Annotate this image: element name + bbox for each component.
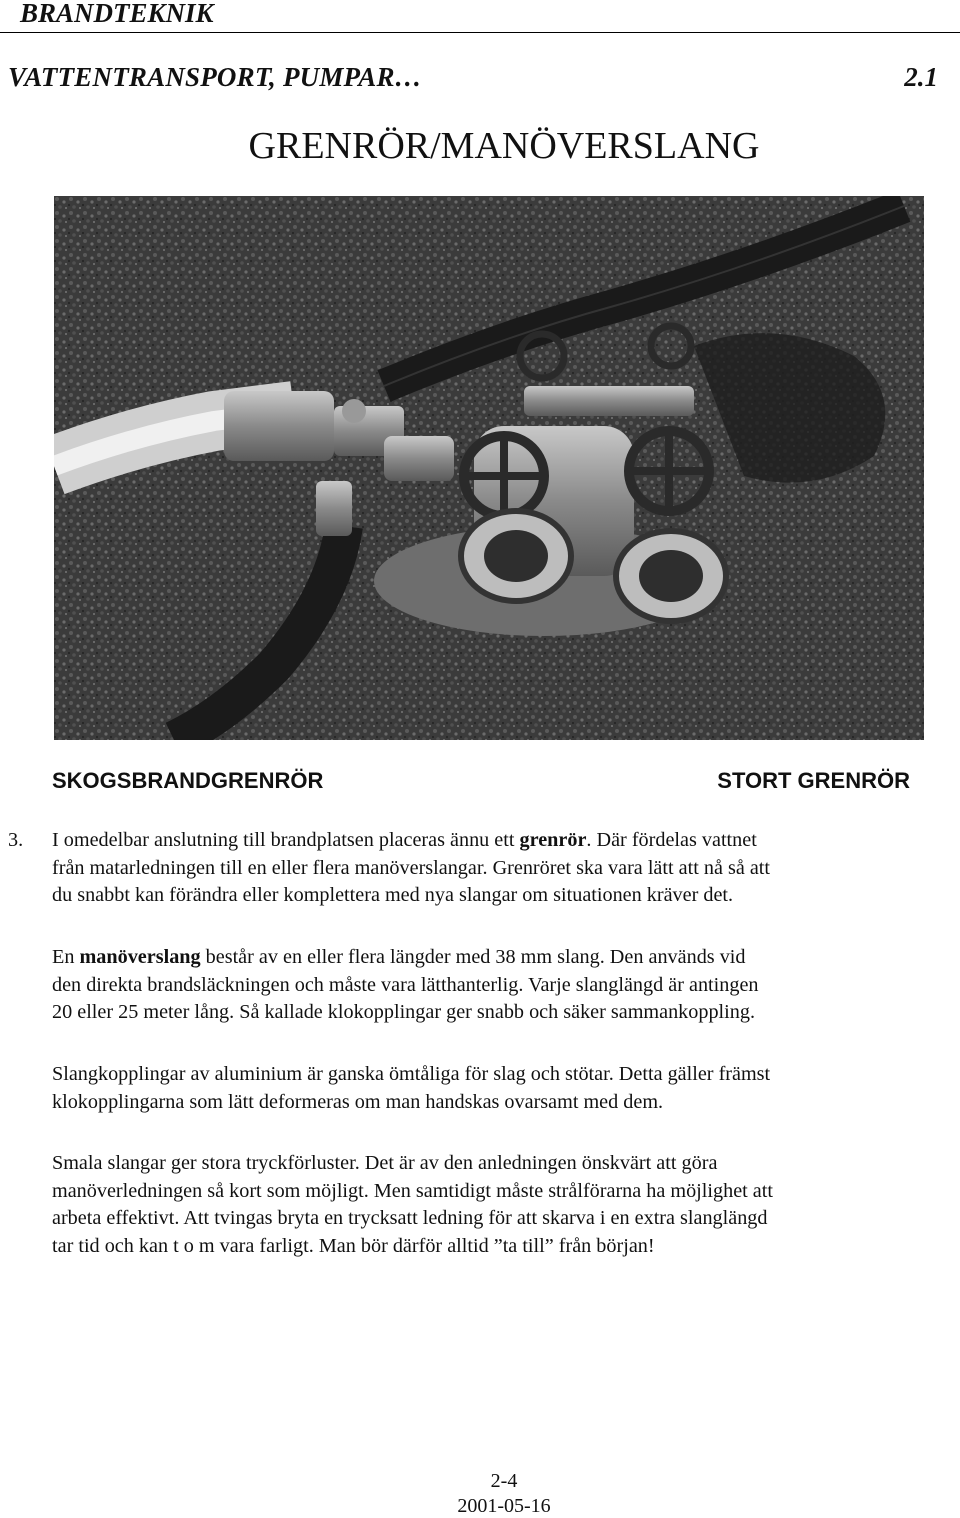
section-number: 2.1 xyxy=(904,62,938,92)
text-line: manöverledningen så kort som möjligt. Men samtidigt måste strålförarna ha möjlighet att xyxy=(52,1179,773,1202)
item-number: 3. xyxy=(8,829,24,851)
text-line xyxy=(52,944,957,972)
header-divider xyxy=(0,32,960,33)
paragraph-manoverslang xyxy=(52,944,957,1027)
text-span: . Där fördelas vattnet xyxy=(586,829,757,851)
text-line: 20 eller 25 meter lång. Så kallade klokopplingar ger snabb och säker sammankoppling. xyxy=(52,1001,756,1024)
text-line: du snabbt kan förändra eller komplettera med nya slangar om situationen kräver det. xyxy=(52,884,734,907)
paragraph-smala-slangar xyxy=(52,1150,957,1260)
text-span: I omedelbar anslutning till brandplatsen placeras ännu ett xyxy=(52,829,520,851)
text-line: Slangkopplingar av aluminium är ganska ömtåliga för slag och stötar. Detta gäller främst xyxy=(52,1063,771,1085)
section-title: VATTENTRANSPORT, PUMPAR… xyxy=(8,62,422,92)
text-line: den direkta brandsläckningen och måste vara lätthanterlig. Varje slanglängd är antingen xyxy=(52,973,759,996)
caption-stort-grenror: STORT GRENRÖR xyxy=(717,768,910,793)
text-line: tar tid och kan t o m vara farligt. Man bör därför alltid ”ta till” från början! xyxy=(52,1234,655,1257)
text-line: klokopplingarna som lätt deformeras om man handskas ovarsamt med dem. xyxy=(52,1090,664,1113)
page-number: 2-4 xyxy=(490,1470,518,1492)
text-line xyxy=(52,827,957,855)
caption-skogsbrandgrenror: SKOGSBRANDGRENRÖR xyxy=(52,768,324,793)
page-title: GRENRÖR/MANÖVERSLANG xyxy=(248,125,760,167)
photo-of-hose-and-manifold-image xyxy=(54,196,924,740)
bold-term: manöverslang xyxy=(79,946,201,968)
bold-term: grenrör xyxy=(519,829,587,851)
text-span: En xyxy=(52,946,80,968)
text-span: består av en eller flera längder med 38 mm slang. Den används vid xyxy=(200,946,746,968)
page-date: 2001-05-16 xyxy=(457,1495,551,1517)
text-line: från matarledningen till en eller flera manöverslangar. Grenröret ska vara lätt att nå så att xyxy=(52,856,771,879)
paragraph-slangkopplingar xyxy=(52,1061,957,1116)
text-line: Smala slangar ger stora tryckförluster. Det är av den anledningen önskvärt att göra xyxy=(52,1152,718,1174)
text-line: arbeta effektivt. Att tvingas bryta en trycksatt ledning för att skarva i en extra slanglängd xyxy=(52,1207,768,1230)
paragraph-grenror xyxy=(8,827,957,910)
header-brand: BRANDTEKNIK xyxy=(20,0,214,28)
